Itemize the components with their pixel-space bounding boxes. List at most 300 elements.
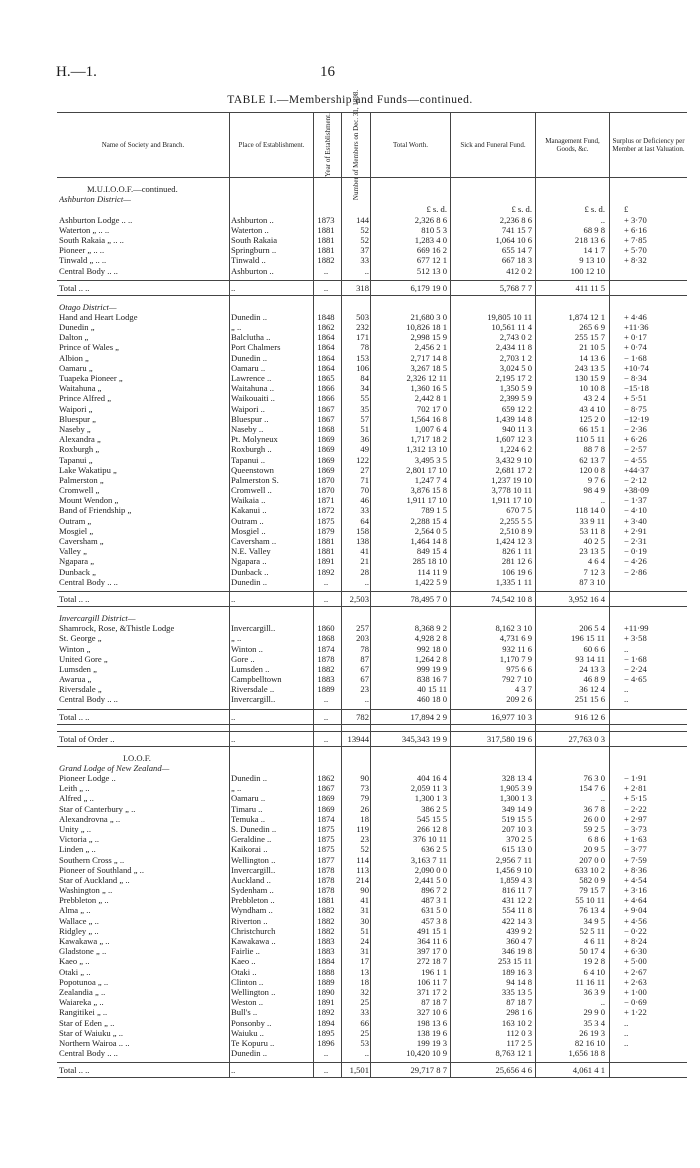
cell-place: Roxburgh .. — [231, 444, 272, 455]
cell-year: 1867 — [317, 783, 335, 794]
cell-name: Mount Wendon „ — [59, 495, 119, 506]
cell-name: Tapanui „ — [59, 454, 93, 465]
cell-mgmt: 7 12 3 — [583, 566, 605, 577]
cell-name: Mosgiel „ — [59, 525, 94, 536]
cell-members: 52 — [360, 224, 369, 235]
cell-place: Waipori .. — [231, 403, 265, 414]
cell-place: Lumsden .. — [231, 663, 270, 674]
cell-place: Weston .. — [231, 997, 264, 1008]
cell-members: 114 — [356, 854, 369, 865]
district-heading — [57, 613, 687, 623]
cell-surplus: + 3·70 — [624, 214, 647, 225]
cell-mgmt: 76 3 0 — [583, 773, 605, 783]
cell-worth: 636 2 5 — [421, 844, 447, 855]
cell-surplus: − 2·86 — [624, 566, 647, 577]
cell-sick: 117 2 5 — [506, 1037, 532, 1048]
cell-members: 53 — [360, 1037, 369, 1048]
cell-sick: 106 19 6 — [501, 566, 532, 577]
cell-name: Dalton „ — [59, 332, 89, 343]
cell-name: Northern Wairoa .. .. — [59, 1037, 130, 1048]
cell-members: 31 — [360, 946, 369, 957]
table-row — [57, 834, 687, 844]
cell-place: Dunedin .. — [231, 311, 268, 322]
cell-worth: 364 11 6 — [417, 936, 447, 946]
cell-mgmt: 59 2 5 — [583, 823, 605, 834]
cell-members: 2,503 — [349, 593, 369, 604]
table-row — [57, 855, 687, 865]
cell-mgmt: 110 5 11 — [575, 434, 605, 445]
table-row — [57, 926, 687, 936]
cell-year: 1869 — [317, 434, 335, 445]
table-row — [57, 885, 687, 895]
cell-year: 1870 — [317, 474, 335, 485]
cell-worth: 114 11 9 — [417, 566, 447, 577]
cell-name: Prebbleton „ .. — [59, 895, 109, 906]
cell-surplus: + 5·70 — [624, 245, 647, 256]
table-row — [57, 987, 687, 997]
cell-name: Total .. .. — [59, 282, 90, 293]
cell-place: South Rakaia — [231, 234, 278, 245]
table-row — [57, 363, 687, 373]
cell-mgmt: 118 14 0 — [575, 505, 605, 516]
cell-sick: 1,607 12 3 — [495, 434, 532, 445]
cell-surplus: − 0·69 — [624, 997, 647, 1008]
cell-surplus: + 4·56 — [624, 915, 647, 926]
cell-year: 1882 — [317, 255, 335, 266]
col-header-name: Name of Society and Branch. — [101, 141, 185, 149]
cell-worth: 2,326 12 11 — [406, 373, 447, 383]
cell-members: 70 — [360, 485, 369, 496]
section-heading — [57, 753, 687, 763]
cell-year: 1882 — [317, 905, 335, 916]
cell-surplus: − 4·65 — [624, 674, 647, 685]
cell-worth: 1,247 7 4 — [414, 474, 447, 485]
cell-place: .. — [231, 711, 236, 722]
cell-mgmt: .. — [600, 214, 605, 225]
cell-place: .. — [231, 593, 236, 604]
cell-sick: 74,542 10 8 — [491, 593, 532, 604]
cell-surplus: + 7·59 — [624, 854, 647, 865]
cell-name: Central Body .. .. — [59, 1048, 118, 1059]
cell-year: 1874 — [317, 813, 335, 824]
cell-place: Ngapara .. — [231, 556, 267, 567]
cell-mgmt: 251 15 6 — [574, 694, 605, 705]
cell-members: 79 — [360, 793, 369, 804]
cell-members: 18 — [360, 976, 369, 987]
cell-mgmt: 26 19 3 — [579, 1027, 605, 1038]
cell-surplus: − 0·19 — [624, 546, 647, 557]
cell-place: Bluespur .. — [231, 413, 269, 424]
col-header-sick: Sick and Funeral Fund. — [450, 113, 535, 177]
cell-mgmt: .. — [600, 997, 605, 1008]
cell-name: Waipori „ — [59, 403, 93, 414]
cell-sick: 2,681 17 2 — [495, 464, 532, 475]
cell-name: Star of Canterbury „ .. — [59, 803, 136, 814]
cell-place: Christchurch — [231, 925, 276, 936]
cell-surplus: − 2·57 — [624, 444, 647, 455]
cell-name: Prince Alfred „ — [59, 393, 112, 404]
table-row — [57, 404, 687, 414]
cell-members: 30 — [360, 915, 369, 926]
cell-mgmt: 79 15 7 — [579, 885, 605, 896]
cell-year: 1869 — [317, 464, 335, 475]
cell-place: Naseby .. — [231, 423, 264, 434]
cell-worth: 810 5 3 — [421, 224, 447, 235]
cell-place: Kakanui .. — [231, 505, 267, 516]
cell-year: 1881 — [317, 895, 335, 906]
cell-year: 1884 — [317, 956, 335, 967]
cell-members: 158 — [356, 525, 369, 536]
cell-mgmt: 19 2 8 — [583, 956, 605, 967]
cell-sick: 670 7 5 — [506, 505, 532, 516]
cell-surplus: + 5·51 — [624, 393, 647, 404]
cell-year: 1874 — [317, 643, 335, 654]
cell-mgmt: 11 16 11 — [575, 976, 605, 987]
cell-sick: 439 9 2 — [506, 925, 532, 936]
cell-place: Kawakawa .. — [231, 936, 276, 946]
cell-place: Tinwald .. — [231, 255, 266, 266]
cell-place: Mosgiel .. — [231, 525, 266, 536]
cell-place: Waitahuna .. — [231, 383, 274, 394]
cell-year: 1871 — [317, 495, 335, 506]
cell-place: Outram .. — [231, 515, 264, 526]
table-row — [57, 444, 687, 454]
cell-mgmt: 60 6 6 — [583, 643, 605, 654]
cell-name: Central Body .. .. — [59, 694, 118, 705]
table-row — [57, 353, 687, 363]
cell-sick: 1,300 1 3 — [499, 793, 532, 804]
cell-place: Pt. Molyneux — [231, 434, 278, 445]
cell-sick: 281 12 6 — [501, 556, 532, 567]
cell-worth: 669 16 2 — [416, 245, 447, 256]
cell-worth: 1,300 1 3 — [414, 793, 447, 804]
cell-name: Pioneer Lodge .. — [59, 773, 116, 783]
cell-mgmt: 82 16 10 — [574, 1037, 605, 1048]
cell-sick: 112 0 3 — [506, 1027, 532, 1038]
table-row — [57, 633, 687, 643]
cell-sick: 2,236 8 6 — [499, 214, 532, 225]
cell-mgmt: 154 7 6 — [579, 783, 605, 794]
cell-place: Campbelltown — [231, 674, 282, 685]
cell-sick: 1,905 3 9 — [499, 783, 532, 794]
cell-members: 52 — [360, 844, 369, 855]
table-row — [57, 844, 687, 854]
cell-year: 1888 — [317, 966, 335, 977]
cell-place: Otaki .. — [231, 966, 257, 977]
table-row — [57, 332, 687, 342]
cell-sick: 741 15 7 — [501, 224, 532, 235]
cell-place: Port Chalmers — [231, 342, 281, 353]
cell-sick: 328 13 4 — [501, 773, 532, 783]
cell-name: Central Body .. .. — [59, 265, 118, 276]
cell-worth: 1,911 17 10 — [406, 495, 447, 506]
cell-sick: 335 13 5 — [501, 986, 532, 997]
cell-sick: 932 11 6 — [502, 643, 532, 654]
cell-mgmt: 4 6 11 — [583, 936, 605, 946]
cell-mgmt: 24 13 3 — [579, 663, 605, 674]
cell-place: Clinton .. — [231, 976, 264, 987]
cell-worth: 545 15 5 — [416, 813, 447, 824]
cell-place: Dunedin .. — [231, 576, 268, 587]
cell-name: Zealandia „ .. — [59, 986, 106, 997]
table-row — [57, 936, 687, 946]
cell-surplus: − 2·12 — [624, 474, 647, 485]
cell-surplus: + 3·58 — [624, 633, 647, 644]
cell-sick: 16,977 10 3 — [491, 711, 532, 722]
cell-year: 1864 — [317, 362, 335, 373]
cell-mgmt: 10 10 8 — [579, 383, 605, 394]
cell-sick: 816 11 7 — [502, 885, 532, 896]
cell-worth: 631 5 0 — [421, 905, 447, 916]
cell-mgmt: 66 15 1 — [579, 423, 605, 434]
table-row — [57, 322, 687, 332]
cell-mgmt: 1,874 12 1 — [568, 311, 605, 322]
cell-sick: 3,778 10 11 — [491, 485, 532, 496]
cell-place: Ashburton .. — [231, 265, 274, 276]
cell-worth: 2,456 2 1 — [414, 342, 447, 353]
cell-members: 122 — [356, 454, 369, 465]
cell-name: Unity „ .. — [59, 823, 91, 834]
cell-members: 138 — [356, 536, 369, 546]
cell-place: Springburn .. — [231, 245, 277, 256]
cell-mgmt: 3,952 16 4 — [568, 593, 605, 604]
cell-surplus: − 4·10 — [624, 505, 647, 516]
cell-year: 1877 — [317, 854, 335, 865]
cell-surplus: + 1·22 — [624, 1007, 647, 1018]
cell-worth: 2,441 5 0 — [414, 874, 447, 885]
cell-name: Cromwell „ — [59, 485, 100, 496]
cell-year: 1896 — [317, 1037, 335, 1048]
table-row — [57, 495, 687, 505]
table-body — [57, 178, 687, 1078]
cell-place: Oamaru .. — [231, 362, 266, 373]
cell-place: Dunedin .. — [231, 1048, 268, 1059]
cell-place: Tapanui .. — [231, 454, 266, 465]
cell-members: 78 — [360, 643, 369, 654]
cell-name: Rangitikei „ .. — [59, 1007, 108, 1018]
cell-year: 1869 — [317, 454, 335, 465]
cell-year: .. — [323, 733, 329, 744]
cell-members: .. — [364, 1048, 369, 1059]
district-heading-text: Otago District— — [59, 301, 117, 312]
table-row — [57, 225, 687, 235]
cell-name: Waterton „ .. .. — [59, 224, 110, 235]
cell-name: Kawakawa „ .. — [59, 936, 110, 946]
cell-place: Dunedin .. — [231, 352, 268, 363]
cell-sick: 370 2 5 — [506, 834, 532, 845]
cell-mgmt: 9 13 10 — [579, 255, 605, 266]
cell-sick: 163 10 2 — [501, 1017, 532, 1028]
cell-name: Alma „ .. — [59, 905, 91, 916]
table-row — [57, 245, 687, 255]
cell-name: Prince of Wales „ — [59, 342, 120, 353]
cell-surplus: + 2·81 — [624, 783, 647, 794]
cell-name: Star of Eden „ .. — [59, 1017, 115, 1028]
cell-mgmt: 27,763 0 3 — [568, 733, 605, 744]
table-row — [57, 516, 687, 526]
cell-sick: 667 18 3 — [501, 255, 532, 266]
cell-worth: 198 13 6 — [416, 1017, 447, 1028]
cell-surplus: .. — [624, 1037, 629, 1048]
col-header-members — [341, 89, 370, 201]
table-row — [57, 505, 687, 515]
cell-surplus: .. — [624, 643, 629, 654]
cell-worth: 199 19 3 — [416, 1037, 447, 1048]
cell-sick: 1,859 4 3 — [499, 874, 532, 885]
cell-surplus: + 6·16 — [624, 224, 647, 235]
cell-sick: 826 1 11 — [502, 546, 532, 557]
cell-members: 27 — [360, 464, 369, 475]
cell-name: Lumsden „ — [59, 663, 97, 674]
cell-mgmt: 33 9 11 — [579, 515, 605, 526]
cell-place: Prebbleton .. — [231, 895, 275, 906]
cell-mgmt: 125 2 0 — [579, 413, 605, 424]
cell-members: 214 — [356, 874, 369, 885]
cell-members: 503 — [356, 311, 369, 322]
table-row — [57, 1038, 687, 1048]
cell-surplus: + 6·26 — [624, 434, 647, 445]
cell-members: 33 — [360, 255, 369, 266]
cell-place: Gore .. — [231, 653, 255, 664]
cell-members: 25 — [360, 1027, 369, 1038]
cell-name: Star of Auckland „ .. — [59, 874, 130, 885]
cell-worth: 397 17 0 — [416, 946, 447, 957]
cell-name: Band of Friendship „ — [59, 505, 132, 516]
cell-sick: 317,580 19 6 — [486, 733, 532, 744]
cell-name: Alexandrovna „ .. — [59, 813, 121, 824]
series-code: H.—1. — [56, 64, 97, 80]
cell-mgmt: 1,656 18 8 — [568, 1048, 605, 1059]
col-header-surplus: Surplus or Deficiency per Member at last Valuation. — [609, 113, 687, 177]
cell-year: 1873 — [317, 214, 335, 225]
cell-surplus: + 6·30 — [624, 946, 647, 957]
cell-worth: 106 11 7 — [417, 976, 447, 987]
cell-year: .. — [323, 711, 329, 722]
cell-sick: 1,424 12 3 — [495, 536, 532, 546]
cell-place: Invercargill.. — [231, 694, 276, 705]
cell-place: Waterton .. — [231, 224, 269, 235]
cell-place: Dunedin .. — [231, 773, 268, 783]
cell-sick: 94 14 8 — [506, 976, 532, 987]
cell-worth: 1,464 14 8 — [410, 536, 447, 546]
cell-sick: 519 15 5 — [501, 813, 532, 824]
cell-sick: 2,956 7 11 — [495, 854, 532, 865]
cell-name: Winton „ — [59, 643, 91, 654]
cell-worth: 40 15 11 — [417, 684, 447, 695]
cell-sick: 975 6 6 — [506, 663, 532, 674]
cell-year: .. — [323, 1065, 329, 1076]
cell-members: 257 — [356, 623, 369, 634]
cell-worth: 1,283 4 0 — [414, 234, 447, 245]
cell-members: 66 — [360, 1017, 369, 1028]
district-heading — [57, 302, 687, 312]
district-heading-text: Ashburton District— — [59, 194, 131, 205]
cell-members: 36 — [360, 434, 369, 445]
cell-mgmt: 36 12 4 — [579, 684, 605, 695]
cell-worth: 849 15 4 — [416, 546, 447, 557]
cell-surplus: + 4·64 — [624, 895, 647, 906]
cell-surplus: − 1·68 — [624, 352, 647, 363]
cell-members: 34 — [360, 383, 369, 394]
cell-name: St. George „ — [59, 633, 102, 644]
cell-place: Waikouaiti .. — [231, 393, 275, 404]
table-row — [57, 956, 687, 966]
cell-sick: 431 12 2 — [501, 895, 532, 906]
cell-worth: 491 15 1 — [416, 925, 447, 936]
cell-sick: 3,024 5 0 — [499, 362, 532, 373]
cell-name: Gladstone „ .. — [59, 946, 107, 957]
cell-surplus: + 2·91 — [624, 525, 647, 536]
cell-members: 23 — [360, 834, 369, 845]
cell-year: 1869 — [317, 803, 335, 814]
table-row — [57, 342, 687, 352]
cell-year: 1882 — [317, 925, 335, 936]
district-heading — [57, 194, 687, 204]
cell-worth: 345,343 19 9 — [401, 733, 447, 744]
cell-worth: 285 18 10 — [412, 556, 447, 567]
table-row — [57, 895, 687, 905]
district-heading-text: Grand Lodge of New Zealand— — [59, 762, 170, 773]
cell-members: 32 — [360, 986, 369, 997]
cell-place: Sydenham .. — [231, 885, 274, 896]
cell-sick: 1,350 5 9 — [499, 383, 532, 394]
table-rows — [57, 178, 687, 1078]
cell-worth: 2,090 0 0 — [414, 864, 447, 875]
table-row — [57, 916, 687, 926]
cell-surplus: + 5·15 — [624, 793, 647, 804]
cell-year: 1868 — [317, 423, 335, 434]
section-heading-text: I.O.O.F. — [123, 752, 151, 763]
cell-year: 1848 — [317, 311, 335, 322]
cell-members: 21 — [360, 556, 369, 567]
cell-surplus: − 8·75 — [624, 403, 647, 414]
cell-surplus: − 0·22 — [624, 925, 647, 936]
cell-members: 232 — [356, 322, 369, 333]
cell-worth: 1,264 2 8 — [414, 653, 447, 664]
cell-place: .. — [231, 1065, 236, 1076]
cell-surplus: + 8·24 — [624, 936, 647, 946]
cell-surplus: + 9·04 — [624, 905, 647, 916]
cell-worth: 460 18 0 — [416, 694, 447, 705]
cell-worth: 2,801 17 10 — [406, 464, 447, 475]
cell-name: Leith „ .. — [59, 783, 90, 794]
cell-sick: 659 12 2 — [501, 403, 532, 414]
cell-mgmt: 265 6 9 — [579, 322, 605, 333]
cell-year: .. — [323, 576, 329, 587]
cell-place: Invercargill.. — [231, 623, 276, 634]
cell-mgmt: 93 14 11 — [575, 653, 605, 664]
cell-worth: 2,288 15 4 — [410, 515, 447, 526]
cell-year: 1882 — [317, 663, 335, 674]
cell-year: 1868 — [317, 633, 335, 644]
cell-year: 1889 — [317, 684, 335, 695]
cell-year: 1869 — [317, 444, 335, 455]
cell-worth: 21,680 3 0 — [410, 311, 447, 322]
cell-worth: 272 18 7 — [416, 956, 447, 967]
cell-mgmt: 411 11 5 — [575, 282, 605, 293]
cell-members: 84 — [360, 373, 369, 383]
cell-year: 1878 — [317, 864, 335, 875]
table-row — [57, 654, 687, 664]
cell-members: 67 — [360, 674, 369, 685]
cell-surplus: + 4·54 — [624, 874, 647, 885]
cell-year: 1882 — [317, 915, 335, 926]
cell-place: Bull's .. — [231, 1007, 258, 1018]
cell-year: 1866 — [317, 383, 335, 394]
cell-worth: 4,928 2 8 — [414, 633, 447, 644]
cell-mgmt: 62 13 7 — [579, 454, 605, 465]
cell-worth: 992 18 0 — [416, 643, 447, 654]
